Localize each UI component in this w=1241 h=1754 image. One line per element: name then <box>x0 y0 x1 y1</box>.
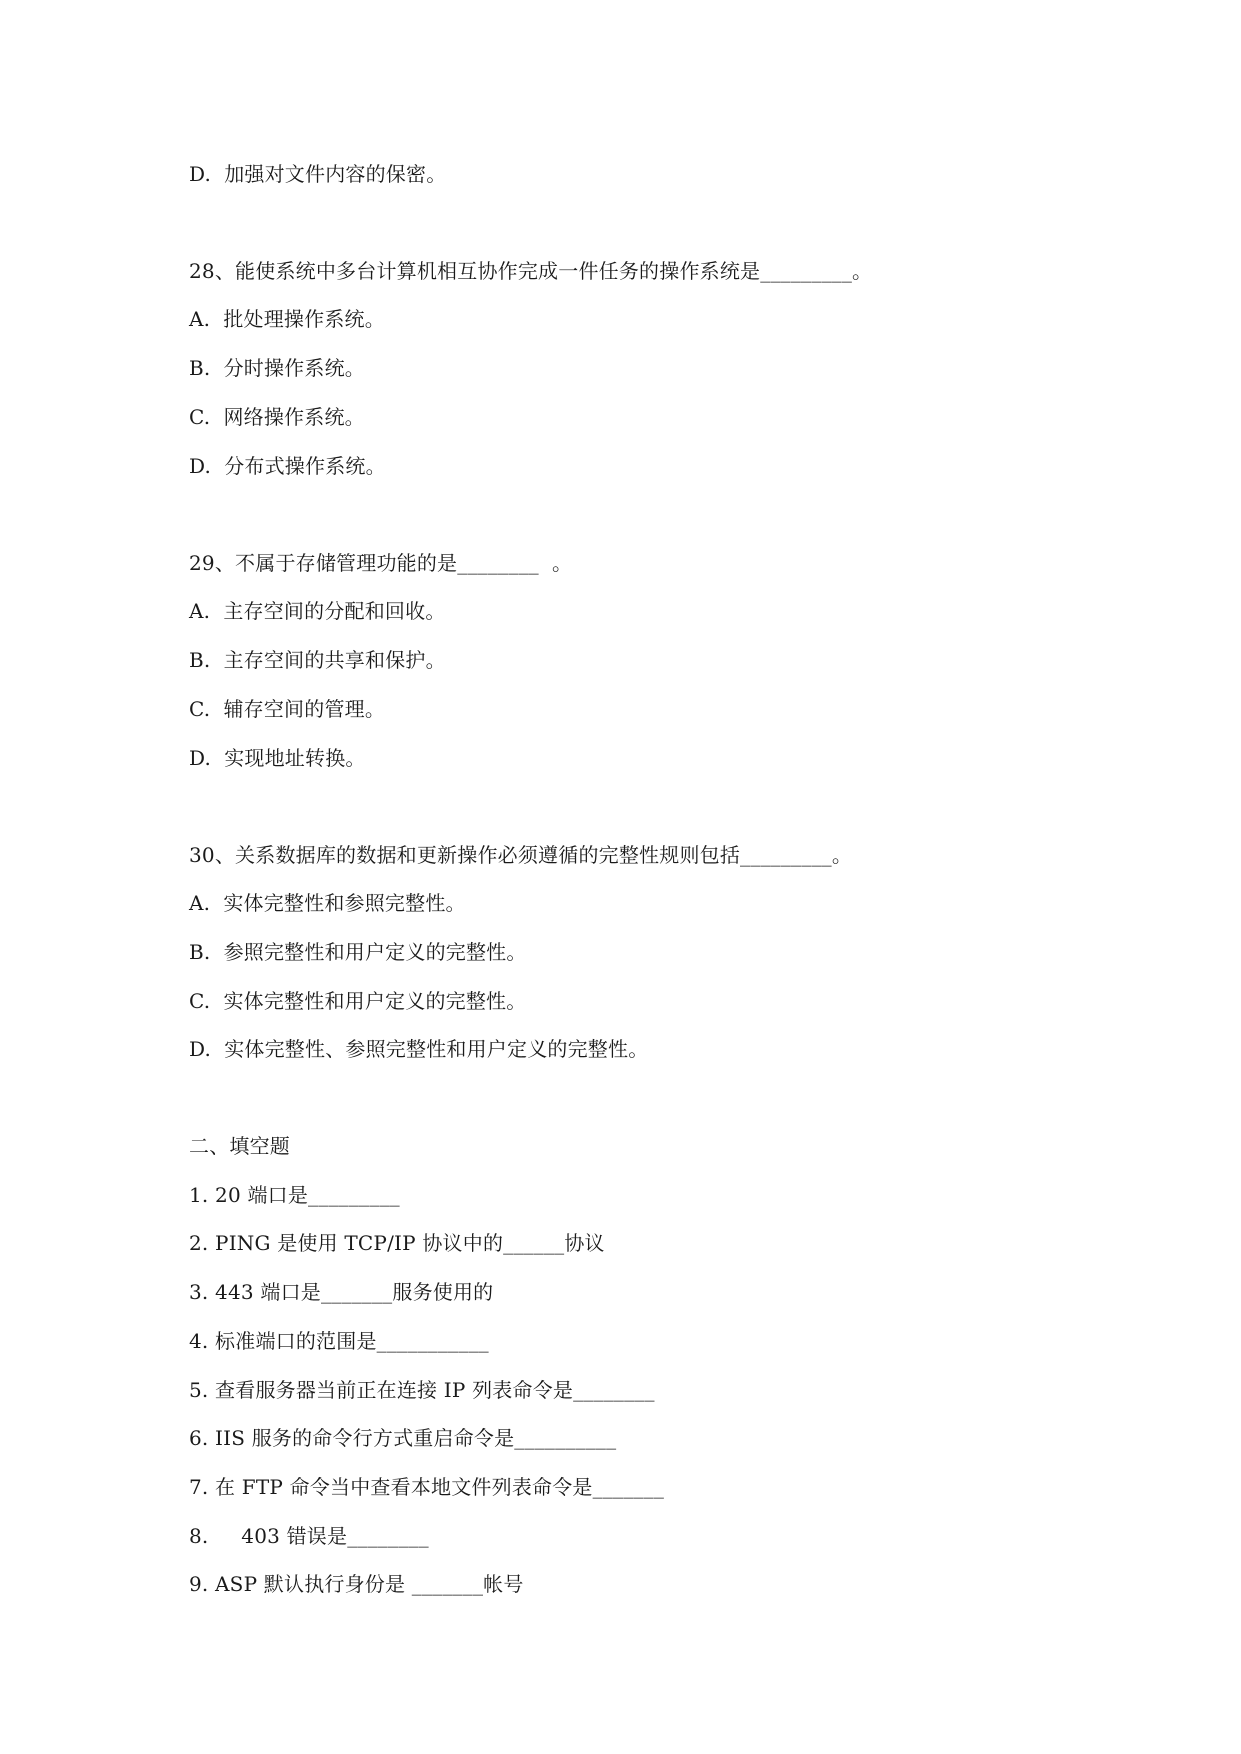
question-29-option-d: D. 实现地址转换。 <box>189 746 366 770</box>
fill-item-8: 8. 403 错误是________ <box>189 1524 429 1548</box>
fill-item-1: 1. 20 端口是_________ <box>189 1183 400 1207</box>
fill-item-5: 5. 查看服务器当前正在连接 IP 列表命令是________ <box>189 1378 655 1402</box>
question-29-option-a: A. 主存空间的分配和回收。 <box>189 599 446 623</box>
question-28-option-a: A. 批处理操作系统。 <box>189 307 385 331</box>
question-29-option-b: B. 主存空间的共享和保护。 <box>189 648 446 672</box>
fill-item-7: 7. 在 FTP 命令当中查看本地文件列表命令是_______ <box>189 1475 665 1499</box>
fill-item-2: 2. PING 是使用 TCP/IP 协议中的______协议 <box>189 1231 605 1255</box>
question-30-option-b: B. 参照完整性和用户定义的完整性。 <box>189 940 527 964</box>
question-28-stem: 28、能使系统中多台计算机相互协作完成一件任务的操作系统是_________。 <box>189 259 873 283</box>
fill-item-6: 6. IIS 服务的命令行方式重启命令是__________ <box>189 1426 617 1450</box>
fill-item-3: 3. 443 端口是_______服务使用的 <box>189 1280 494 1304</box>
question-29-option-c: C. 辅存空间的管理。 <box>189 697 386 721</box>
fill-item-9: 9. ASP 默认执行身份是 _______帐号 <box>189 1572 524 1596</box>
question-28-option-c: C. 网络操作系统。 <box>189 405 365 429</box>
question-30-option-d: D. 实体完整性、参照完整性和用户定义的完整性。 <box>189 1037 649 1061</box>
question-30-option-a: A. 实体完整性和参照完整性。 <box>189 891 466 915</box>
question-28-option-b: B. 分时操作系统。 <box>189 356 365 380</box>
question-29-stem: 29、不属于存储管理功能的是________ 。 <box>189 551 573 575</box>
fill-section-heading: 二、填空题 <box>189 1134 290 1158</box>
question-30-option-c: C. 实体完整性和用户定义的完整性。 <box>189 989 527 1013</box>
fill-item-4: 4. 标准端口的范围是___________ <box>189 1329 489 1353</box>
question-30-stem: 30、关系数据库的数据和更新操作必须遵循的完整性规则包括_________。 <box>189 843 853 867</box>
question-28-option-d: D. 分布式操作系统。 <box>189 454 386 478</box>
prev-option-d: D. 加强对文件内容的保密。 <box>189 162 447 186</box>
